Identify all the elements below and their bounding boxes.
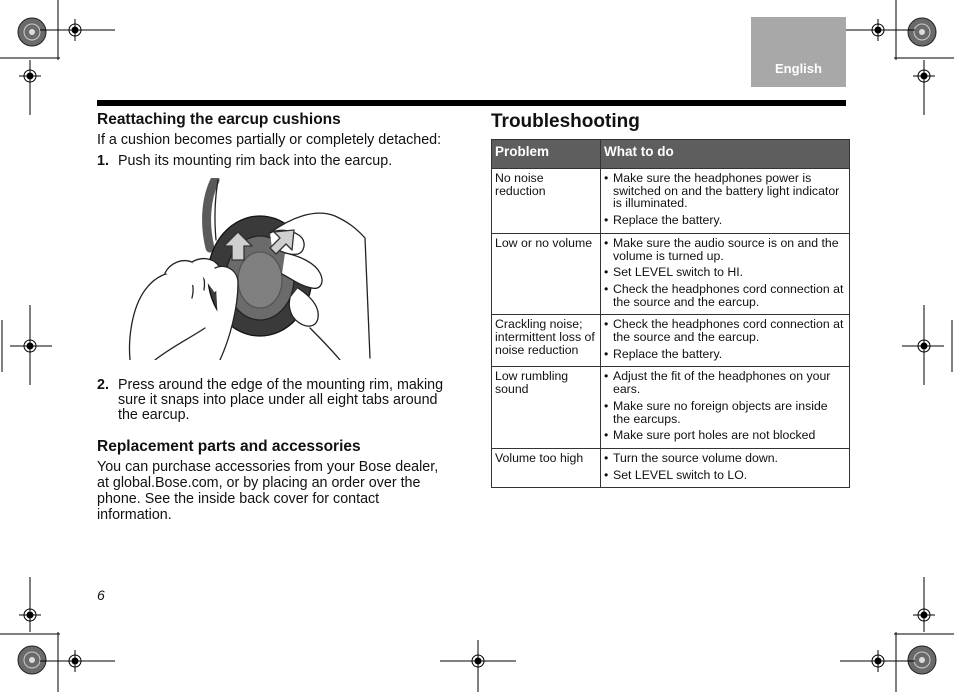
action-item: • Set LEVEL switch to HI.: [604, 266, 846, 279]
language-label: English: [775, 61, 822, 76]
column-header-what-to-do: What to do: [601, 140, 850, 169]
registration-mark-icon: [19, 335, 41, 357]
reattach-heading: Reattaching the earcup cushions: [97, 111, 341, 128]
action-item: • Check the headphones cord connection at the source and the earcup.: [604, 318, 846, 343]
actions-cell: [601, 233, 850, 315]
step-text: Press around the edge of the mounting rim, making sure it snaps into place under all eight tabs around the earcup.: [118, 377, 444, 423]
troubleshooting-title: Troubleshooting: [491, 111, 640, 132]
action-item: • Make sure the headphones power is switched on and the battery light indicator is illuminated.: [604, 172, 846, 210]
page-number: 6: [97, 587, 105, 603]
step-number: 2.: [97, 377, 109, 393]
registration-mark-icon: [467, 650, 489, 672]
table-row: [492, 233, 850, 315]
problem-cell: No noise reduction: [492, 169, 601, 234]
registration-mark-icon: [913, 604, 935, 626]
table-row: [492, 315, 850, 367]
table-row: [492, 367, 850, 449]
registration-mark-icon: [867, 19, 889, 41]
action-item: • Replace the battery.: [604, 348, 846, 361]
registration-mark-icon: [19, 604, 41, 626]
registration-mark-icon: [19, 65, 41, 87]
problem-cell: Volume too high: [492, 448, 601, 487]
action-item: • Turn the source volume down.: [604, 452, 846, 465]
parts-text: You can purchase accessories from your Bose dealer, at global.Bose.com, or by placing an order over the phone. See the inside back cover for contact information.: [97, 459, 439, 523]
crop-star-icon: [908, 18, 936, 46]
problem-cell: Crackling noise; intermittent loss of noise reduction: [492, 315, 601, 367]
table-header-row: [492, 140, 850, 169]
action-item: • Adjust the fit of the headphones on your ears.: [604, 370, 846, 395]
crop-star-icon: [18, 646, 46, 674]
step-2: [97, 378, 457, 423]
registration-mark-icon: [64, 19, 86, 41]
table-row: [492, 169, 850, 234]
actions-cell: [601, 315, 850, 367]
registration-mark-icon: [913, 335, 935, 357]
parts-heading: Replacement parts and accessories: [97, 438, 361, 455]
crop-star-icon: [18, 18, 46, 46]
step-number: 1.: [97, 153, 109, 169]
language-tab: [751, 17, 846, 87]
problem-cell: Low rumbling sound: [492, 367, 601, 449]
earcup-illustration: [120, 178, 375, 360]
action-item: • Make sure the audio source is on and the volume is turned up.: [604, 237, 846, 262]
step-1: [97, 154, 457, 169]
action-item: • Make sure port holes are not blocked: [604, 429, 846, 442]
troubleshooting-table: [491, 139, 850, 488]
actions-cell: [601, 367, 850, 449]
action-item: • Replace the battery.: [604, 214, 846, 227]
action-item: • Check the headphones cord connection at the source and the earcup.: [604, 283, 846, 308]
action-item: • Set LEVEL switch to LO.: [604, 469, 846, 482]
step-text: Push its mounting rim back into the earcup.: [118, 153, 393, 169]
actions-cell: [601, 448, 850, 487]
column-header-problem: Problem: [492, 140, 601, 169]
table-row: [492, 448, 850, 487]
actions-cell: [601, 169, 850, 234]
registration-mark-icon: [913, 65, 935, 87]
header-rule: [97, 100, 846, 106]
crop-star-icon: [908, 646, 936, 674]
action-item: • Make sure no foreign objects are inside the earcups.: [604, 400, 846, 425]
reattach-intro: If a cushion becomes partially or completely detached:: [97, 132, 442, 148]
problem-cell: Low or no volume: [492, 233, 601, 315]
registration-mark-icon: [64, 650, 86, 672]
registration-mark-icon: [867, 650, 889, 672]
